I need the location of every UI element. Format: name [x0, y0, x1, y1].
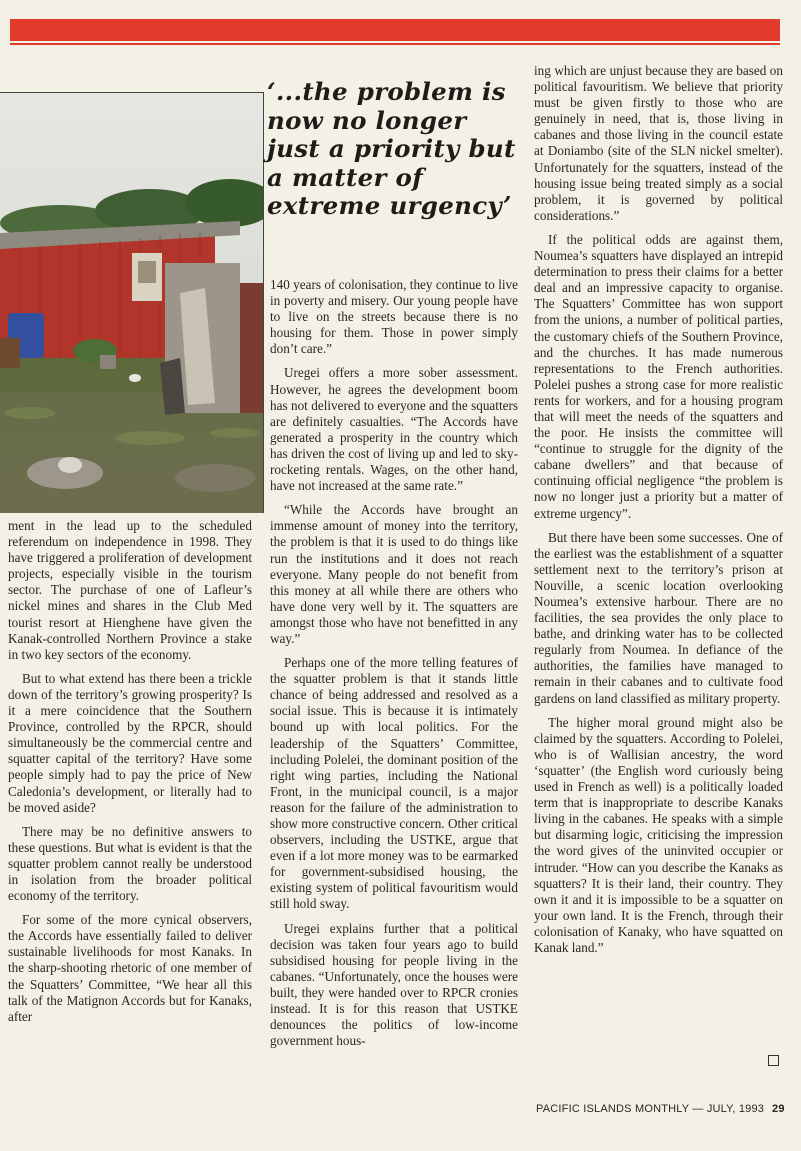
publication-line: PACIFIC ISLANDS MONTHLY — JULY, 1993 — [536, 1103, 765, 1115]
paragraph: 140 years of colonisation, they continue to live in poverty and misery. Our young people have to live on the streets because there is no housing for them. Those in power simply don’t care.” — [270, 277, 518, 357]
paragraph: But to what extend has there been a trickle down of the territory’s growing prosperity? Is it a mere coincidence that the Southern Province, controlled by the RPCR, should simultaneously be the commercial centre and squatter capital of the territory? Have some people simply had to pay the price of New Caledonia’s development, or literally had to be moved aside? — [8, 670, 252, 815]
paragraph: For some of the more cynical observers, the Accords have essentially failed to deliver sustainable livelihoods for most Kanaks. In the sharp-shooting rhetoric of one member of the Squatters’ Committee, “We hear all this talk of the Matignon Accords but for Kanaks, after — [8, 912, 252, 1024]
end-mark-icon — [768, 1055, 779, 1066]
paragraph: There may be no definitive answers to these questions. But what is evident is that the squatter problem cannot really be understood in isolation from the broader political economy of the territory. — [8, 823, 252, 904]
paragraph: If the political odds are against them, Noumea’s squatters have displayed an intrepid determination to press their claims for a better deal and an impressive capacity to organise. The Squatters’ Committee has won support from the unions, a number of political parties, the customary chiefs of the Southern Province, and the churches. It has made numerous representations to the French authorities. Polelei pushes a strong case for more realistic rents for workers, and for a housing program that will meet the needs of the squatters and the poor. He insists the committee will “continue to struggle for the dignity of the cabane dwellers” and that because of continuing official negligence “the problem is now no longer just a priority but a matter of extreme urgency”. — [534, 231, 783, 521]
paragraph: “While the Accords have brought an immense amount of money into the territory, the problem is that it is used to do things like run the institutions and it does not reach everyone. Many people do not benefit from this money at all while there are others who have done very well by it. The squatters are amongst those who have not benefitted in any way.” — [270, 502, 518, 646]
left-column — [8, 518, 252, 1033]
pull-quote: ‘...the problem is now no longer just a priority but a matter of extreme urgency’ — [267, 77, 516, 220]
paragraph: Uregei explains further that a political decision was taken four years ago to build subsidised housing for people living in the cabanes. “Unfortunately, once the houses were built, they were handed over to RPCR cronies instead. It is for this reason that USTKE denounces the politics of low-income government hous- — [270, 920, 518, 1049]
paragraph: ment in the lead up to the scheduled referendum on independence in 1998. They have triggered a proliferation of development projects, especially visible in the tourism sector. The purchase of one of Lafleur’s nickel mines and shares in the Club Med tourist resort at Hienghene have given the Kanak-controlled Northern Province a stake in two key sectors of the economy. — [8, 518, 252, 662]
paragraph: Uregei offers a more sober assessment. However, he agrees the development boom has not delivered to everyone and the squatters are definitely casualties. “The Accords have generated a prosperity in the country which has driven the cost of living up and led to sky-rocketing rentals. Wages, on the other hand, have not increased at the same rate.” — [270, 365, 518, 494]
page-number: 29 — [772, 1103, 785, 1115]
squatter-shack-photo — [0, 92, 264, 513]
header-rule — [10, 43, 780, 45]
middle-column — [270, 277, 518, 1057]
paragraph: ing which are unjust because they are based on political favouritism. We believe that priority must be given firstly to those who are genuinely in need, that is, those living in cabanes and those living in the council estate at Doniambo (site of the SLN nickel smelter). Unfortunately for the squatters, instead of the housing issue being treated simply as a social problem, it is governed by political considerations.” — [534, 63, 783, 223]
paragraph: The higher moral ground might also be claimed by the squatters. According to Polelei, who is of Wallisian ancestry, the word ‘squatter’ (the English word curiously being used in French as well) is a politically loaded term that is inappropriate to describe Kanaks living in the cabanes. He speaks with a simple but disarming logic, criticising the impression the word gives of the uninvited occupier or intruder. “How can you describe the Kanaks as squatters? It is their land, their country. They own it and it is impossible to be a squatter on your own land. It is the French, through their colonisation of Kanaky, who have squatted on Kanak land.” — [534, 714, 783, 955]
paragraph: But there have been some successes. One of the earliest was the establishment of a squatter settlement next to the territory’s prison at Nouville, a scenic location overlooking Noumea’s extensive harbour. There are no facilities, the sea provides the only place to bathe, and drinking water has to be collected regularly from Noumea. In defiance of the authorities, the families have managed to remain in their cabanes and to cultivate food gardens on land classified as military property. — [534, 529, 783, 706]
page-footer — [536, 1103, 786, 1115]
header-red-bar — [10, 19, 780, 41]
right-column — [534, 63, 783, 964]
paragraph: Perhaps one of the more telling features of the squatter problem is that it stands little chance of being addressed and resolved as a social issue. This is because it is intimately bound up with local politics. For the leadership of the Squatters’ Committee, including Polelei, the dominant position of the right wing parties, including the National Front, in the municipal council, is a major reason for the failure of the administration to show more constructive concern. Other critical observers, including the USTKE, argue that even if a lot more money was to be earmarked for government-subsidised housing, the existing system of political favouritism would still hold sway. — [270, 655, 518, 912]
